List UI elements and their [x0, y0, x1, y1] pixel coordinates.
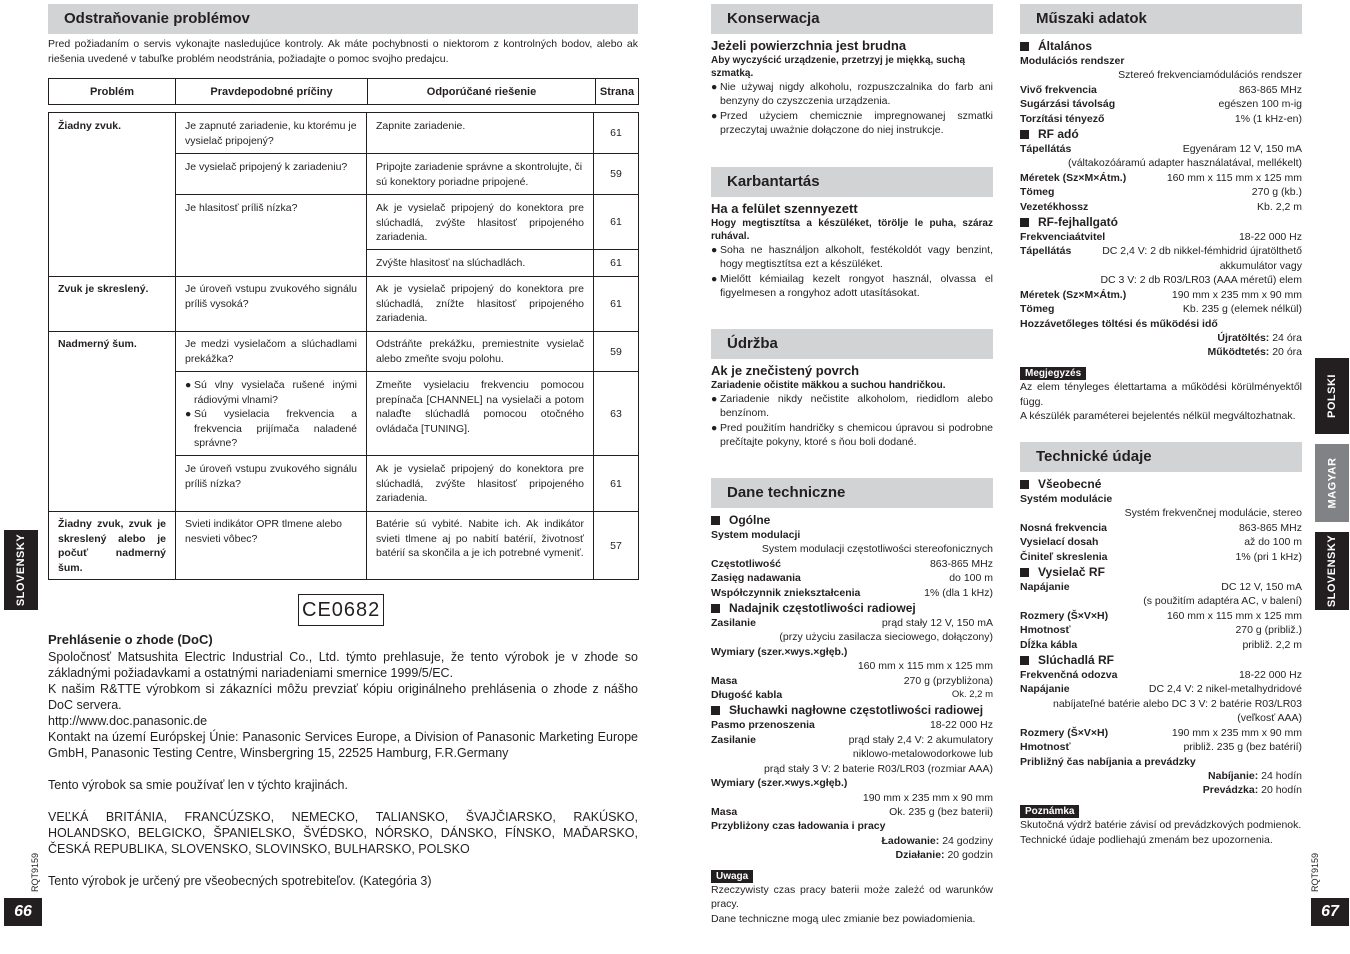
spec-label: Częstotliwość: [711, 557, 782, 570]
karbantartas-title: Karbantartás: [727, 173, 820, 190]
hungarian-specs: [1020, 38, 1302, 423]
note-text: Dane techniczne mogą ulec zmianie bez powiadomienia.: [711, 912, 976, 925]
hungarian-intro: Hogy megtisztítsa a készüléket, törölje le puha, száraz ruhával.: [711, 218, 993, 242]
doc-body: [48, 649, 638, 889]
spec-label: Dĺžka kábla: [1020, 638, 1078, 651]
cause-bullet: ● Sú vlny vysielača rušené inými rádiovými vlnami?: [185, 379, 357, 406]
udrzba-title-bar: [711, 329, 993, 359]
cause-cell: Je úroveň vstupu zvukového signálu príliš vysoká?: [185, 283, 357, 310]
spec-value: DC 2,4 V: 2 nikel-metalhydridové: [1148, 683, 1302, 696]
problem-distorted: Zvuk je skreslený.: [58, 283, 149, 295]
spec-heading: Vysielač RF: [1020, 564, 1302, 580]
spec-label: Približný čas nabíjania a prevádzky: [1020, 755, 1196, 768]
cause-cell: Je hlasitosť príliš nízka?: [185, 202, 298, 214]
page-cell: 61: [610, 257, 622, 269]
spec-label: Napájanie: [1020, 683, 1070, 696]
doc-title: Prehlásenie o zhode (DoC): [48, 632, 213, 647]
doc-countries-intro: Tento výrobok sa smie používať len v týchto krajinách.: [48, 778, 348, 792]
spec-value: Ok. 235 g (bez baterii): [889, 805, 993, 818]
spec-value: Działanie: 20 godzin: [895, 849, 993, 862]
problem-no-sound: Žiadny zvuk.: [58, 120, 122, 132]
spec-value: 160 mm x 115 mm x 125 mm: [1166, 171, 1302, 184]
header-problem: Problém: [49, 79, 176, 104]
spec-label: Zasięg nadawania: [711, 572, 801, 585]
tab-slovensky-left: SLOVENSKY: [4, 530, 38, 610]
row-divider: [49, 276, 638, 277]
spec-value: 18-22 000 Hz: [1238, 669, 1302, 682]
problem-noise: Nadmerný šum.: [58, 338, 137, 350]
solution-cell: Pripojte zariadenie správne a skontrolujte, či sú konektory poriadne pripojené.: [376, 161, 583, 188]
spec-value: akkumulátor vagy: [1219, 259, 1302, 272]
spec-label: Zasilanie: [711, 733, 756, 746]
square-bullet-icon: [1020, 42, 1029, 51]
spec-value: Ładowanie: 24 godziny: [881, 834, 993, 847]
spec-heading: RF adó: [1020, 126, 1302, 142]
table-header: [48, 78, 639, 105]
slovak-bullet: ● Pred použitím handričky s chemicou úpravou si podrobne prečítajte pokyny, ktoré s ňou boli dodané.: [711, 421, 993, 449]
spec-value: 18-22 000 Hz: [1238, 231, 1302, 244]
cause-cell: Svieti indikátor OPR tlmene alebo nesvieti vôbec?: [185, 518, 342, 545]
muszaki-title: Műszaki adatok: [1036, 10, 1147, 27]
karbantartas-title-bar: [711, 167, 993, 197]
spec-label: Činiteľ skreslenia: [1020, 550, 1108, 563]
cause-cell: Je medzi vysielačom a slúchadlami prekážka?: [185, 338, 357, 365]
spec-label: Frekvenčná odozva: [1020, 669, 1118, 682]
spec-value: Egyenáram 12 V, 150 mA: [1182, 143, 1302, 156]
square-bullet-icon: [711, 706, 720, 715]
slovak-bullet: ● Zariadenie nikdy nečistite alkoholom, riedidlom alebo benzínom.: [711, 393, 993, 420]
spec-label: Tömeg: [1020, 186, 1055, 199]
row-divider: [175, 194, 638, 195]
page-cell: 63: [610, 408, 622, 420]
note-badge: Megjegyzés: [1020, 367, 1086, 380]
spec-value: Működtetés: 20 óra: [1207, 346, 1302, 359]
polish-specs: [711, 512, 993, 926]
solution-cell: Ak je vysielač pripojený do konektora pre slúchadlá, zvýšte hlasitosť pripojeného zariadenia.: [376, 202, 584, 244]
spec-heading: Nadajnik częstotliwości radiowej: [711, 600, 993, 616]
row-divider: [366, 249, 638, 250]
spec-label: Vivő frekvencia: [1020, 83, 1097, 96]
spec-label: Rozmery (Š×V×H): [1020, 609, 1109, 622]
problem-combined: Žiadny zvuk, zvuk je skreslený alebo je počuť nadmerný šum.: [58, 518, 166, 574]
spec-value: 863-865 MHz: [1238, 83, 1302, 96]
tab-magyar[interactable]: MAGYAR: [1315, 444, 1349, 522]
polish-intro: Aby wyczyścić urządzenie, przetrzyj je miękką, suchą szmatką.: [711, 55, 966, 79]
cause-cell: Je vysielač pripojený k zariadeniu?: [185, 161, 348, 173]
square-bullet-icon: [1020, 480, 1029, 489]
note-badge: Uwaga: [711, 870, 753, 883]
page-cell: 57: [610, 540, 622, 552]
spec-heading: Všeobecné: [1020, 476, 1302, 492]
spec-label: Współczynnik zniekształcenia: [711, 586, 861, 599]
spec-value: (váltakozóáramú adapter használatával, mellékelt): [1067, 157, 1302, 170]
spec-label: System modulacji: [711, 529, 801, 541]
spec-value: (veľkosť AAA): [1237, 712, 1302, 725]
spec-value: prąd stały 3 V: 2 baterie R03/LR03 (rozmiar AAA): [764, 762, 993, 775]
spec-value: 863-865 MHz: [929, 557, 993, 570]
square-bullet-icon: [1020, 218, 1029, 227]
square-bullet-icon: [711, 516, 720, 525]
dane-title-bar: [711, 478, 993, 508]
spec-value: 160 mm x 115 mm x 125 mm: [1166, 609, 1302, 622]
spec-value: do 100 m: [949, 572, 993, 585]
muszaki-title-bar: [1020, 4, 1302, 34]
konserwacja-title-bar: [711, 4, 993, 34]
spec-value: Systém frekvenčnej modulácie, stereo: [1124, 507, 1302, 520]
spec-label: Rozmery (Š×V×H): [1020, 726, 1109, 739]
spec-value: Ok. 2,2 m: [951, 689, 993, 701]
spec-label: Vezetékhossz: [1020, 200, 1089, 213]
hungarian-bullet: ● Mielőtt kémiailag kezelt rongyot használ, olvassa el figyelmesen a rongyhoz adott utasításokat.: [711, 272, 993, 300]
spec-value: (s použitím adaptéra AC, v balení): [1143, 595, 1302, 608]
spec-value: DC 12 V, 150 mA: [1221, 581, 1302, 594]
spec-label: Napájanie: [1020, 581, 1070, 594]
doc-line: K našim R&TTE výrobkom si zákazníci môžu prevziať kópiu originálneho prehlásenia o zhode z nášho DoC servera.: [48, 682, 638, 712]
spec-value: DC 2,4 V: 2 db nikkel-fémhidrid újratölthető: [1102, 245, 1302, 258]
spec-value: Sztereó frekvenciamódulációs rendszer: [1118, 69, 1302, 82]
doc-line: Spoločnosť Matsushita Electric Industrial Co., Ltd. týmto prehlasuje, že tento výrobok je v zhode so základnými požiadavkami a ostatnými nariadeniami smernice 1999/5/EC.: [48, 650, 638, 680]
troubleshooting-intro: Pred požiadaním o servis vykonajte nasledujúce kontroly. Ak máte pochybnosti o niektorom z kontrolných bodov, alebo ak riešenia uvedené v tabuľke problém neodstránia, požiadajte o pomoc svojho predajcu.: [48, 38, 638, 65]
page-cell: 61: [610, 298, 622, 310]
slovak-subheading: Ak je znečistený povrch: [711, 363, 860, 378]
spec-label: Tápellátás: [1020, 143, 1072, 156]
dane-title: Dane techniczne: [727, 484, 846, 501]
polish-bullet: ● Nie używaj nigdy alkoholu, rozpuszczalnika do farb ani benzyny do czyszczenia urządzenia.: [711, 81, 993, 108]
slovak-intro: Zariadenie očistite mäkkou a suchou handričkou.: [711, 380, 946, 391]
spec-label: Tápellátás: [1020, 245, 1072, 258]
spec-label: Sugárzási távolság: [1020, 98, 1116, 111]
tab-slovensky[interactable]: SLOVENSKY: [1315, 532, 1349, 610]
hungarian-subheading: Ha a felület szennyezett: [711, 201, 858, 216]
slovak-specs: [1020, 476, 1302, 847]
cause-cell: Je zapnuté zariadenie, ku ktorému je vysielač pripojený?: [185, 120, 357, 147]
spec-value: 270 g (kb.): [1251, 186, 1302, 199]
page-number-right: 67: [1311, 898, 1349, 926]
spec-value: 190 mm x 235 mm x 90 mm: [862, 791, 993, 804]
page-cell: 59: [610, 346, 622, 358]
solution-cell: Ak je vysielač pripojený do konektora pre slúchadlá, znížte hlasitosť pripojeného zariadenia.: [376, 283, 584, 325]
spec-label: Hmotnosť: [1020, 624, 1071, 637]
spec-label: Masa: [711, 674, 738, 687]
spec-value: 18-22 000 Hz: [929, 719, 993, 732]
note-text: Az elem tényleges élettartama a működési körülményektől függ.: [1020, 381, 1302, 408]
page-cell: 61: [610, 216, 622, 228]
tab-polski[interactable]: POLSKI: [1315, 358, 1349, 434]
doc-countries: VEĽKÁ BRITÁNIA, FRANCÚZSKO, NEMECKO, TALIANSKO, ŠVAJČIARSKO, RAKÚSKO, HOLANDSKO, BELGICKO, ŠPANIELSKO, ŠVÉDSKO, NÓRSKO, DÁNSKO, FÍNSKO, MAĎARSKO, ČESKÁ REPUBLIKA, SLOVENSKO, SLOVINSKO, BULHARSKO, POLSKO: [48, 810, 638, 856]
spec-value: 270 g (približ.): [1235, 624, 1302, 637]
spec-value: 1% (dla 1 kHz): [924, 586, 993, 599]
spec-value: 190 mm x 235 mm x 90 mm: [1171, 726, 1302, 739]
troubleshooting-title: Odstraňovanie problémov: [64, 10, 250, 27]
spec-heading: RF-fejhallgató: [1020, 214, 1302, 230]
technicke-title-bar: [1020, 442, 1302, 472]
spec-heading: Slúchadlá RF: [1020, 652, 1302, 668]
spec-heading: Általános: [1020, 38, 1302, 54]
spec-value: 270 g (przybliżona): [903, 674, 993, 687]
spec-label: Przybliżony czas ładowania i pracy: [711, 820, 886, 833]
spec-value: až do 100 m: [1244, 536, 1302, 549]
square-bullet-icon: [1020, 130, 1029, 139]
spec-value: nabíjateľné batérie alebo DC 3 V: 2 batérie R03/LR03: [1052, 697, 1302, 710]
note-text: Technické údaje podliehajú zmenám bez upozornenia.: [1020, 833, 1273, 846]
troubleshooting-title-bar: [48, 4, 638, 34]
spec-label: Tömeg: [1020, 303, 1055, 316]
spec-value: Nabíjanie: 24 hodín: [1208, 769, 1302, 782]
row-divider: [175, 455, 638, 456]
page-cell: 61: [610, 478, 622, 490]
spec-value: približ. 235 g (bez batérií): [1183, 741, 1302, 754]
polish-subheading: Jeżeli powierzchnia jest brudna: [711, 38, 907, 53]
spec-value: Újratöltés: 24 óra: [1217, 331, 1302, 344]
spec-value: DC 3 V: 2 db R03/LR03 (AAA méretű) elem: [1100, 274, 1302, 287]
row-divider: [49, 511, 638, 512]
slovak-maintenance: [711, 363, 993, 450]
solution-cell: Ak je vysielač pripojený do konektora pre slúchadlá, zvýšte hlasitosť pripojeného zariadenia.: [376, 463, 584, 505]
spec-label: Méretek (Sz×M×Átm.): [1020, 288, 1127, 301]
doc-category: Tento výrobok je určený pre všeobecných spotrebiteľov. (Kategória 3): [48, 874, 432, 888]
page-code-right: RQT9159: [1310, 852, 1320, 892]
solution-cell: Batérie sú vybité. Nabite ich. Ak indikátor svieti tlmene aj po nabití batérií, životnosť batérií sa skončila a je ich potrebné vymeniť.: [376, 518, 584, 560]
spec-value: približ. 2,2 m: [1242, 638, 1302, 651]
spec-label: Wymiary (szer.×wys.×głęb.): [711, 777, 848, 790]
spec-label: Torzítási tényező: [1020, 112, 1105, 125]
spec-label: Zasilanie: [711, 617, 756, 630]
spec-value: egészen 100 m-ig: [1218, 98, 1302, 111]
polish-maintenance: [711, 38, 993, 138]
page-number-left: 66: [4, 898, 42, 926]
spec-value: prąd stały 2,4 V: 2 akumulatory: [848, 733, 993, 746]
konserwacja-title: Konserwacja: [727, 10, 820, 27]
polish-bullet: ● Przed użyciem chemicznie impregnowanej szmatki przeczytaj uważnie dołączone do niej instrukcje.: [711, 109, 993, 137]
spec-value: Kb. 2,2 m: [1257, 200, 1302, 213]
spec-label: Hmotnosť: [1020, 741, 1071, 754]
spec-value: 1% (pri 1 kHz): [1235, 550, 1302, 563]
header-page: Strana: [599, 85, 635, 98]
spec-value: 1% (1 kHz-en): [1234, 112, 1302, 125]
spec-label: Masa: [711, 805, 738, 818]
spec-label: Vysielací dosah: [1020, 536, 1099, 549]
row-divider: [175, 371, 638, 372]
header-causes: Pravdepodobné príčiny: [176, 79, 368, 104]
note-text: Rzeczywisty czas pracy baterii może zależć od warunków pracy.: [711, 883, 993, 911]
square-bullet-icon: [1020, 568, 1029, 577]
spec-value: (przy użyciu zasilacza sieciowego, dołączony): [779, 631, 993, 644]
spec-label: Méretek (Sz×M×Átm.): [1020, 171, 1127, 184]
doc-line: Kontakt na území Európskej Únie: Panasonic Services Europe, a Division of Panasonic Marketing Europe GmbH, Panasonic Testing Centre, Winsbergring 15, 22525 Hamburg, F.R.Germany: [48, 730, 638, 760]
solution-cell: Odstráňte prekážku, premiestnite vysielač alebo zmeňte svoju polohu.: [376, 338, 584, 365]
row-divider: [175, 153, 638, 154]
cause-cell: Je úroveň vstupu zvukového signálu príliš nízka?: [185, 463, 357, 490]
spec-label: Systém modulácie: [1020, 493, 1113, 505]
solution-cell: Zapnite zariadenie.: [376, 120, 466, 132]
spec-value: prąd stały 12 V, 150 mA: [881, 617, 993, 630]
note-badge: Poznámka: [1020, 805, 1079, 818]
spec-label: Hozzávetőleges töltési és működési idő: [1020, 317, 1218, 330]
spec-label: Frekvenciaátvitel: [1020, 231, 1106, 244]
spec-heading: Słuchawki nagłowne częstotliwości radiowej: [711, 702, 993, 718]
cause-cell-bullets: [176, 378, 366, 451]
technicke-title: Technické údaje: [1036, 448, 1152, 465]
spec-label: Nosná frekvencia: [1020, 521, 1107, 534]
spec-value: System modulacji częstotliwości stereofonicznych: [761, 543, 993, 556]
doc-url[interactable]: http://www.doc.panasonic.de: [48, 714, 208, 728]
hungarian-bullet: ● Soha ne használjon alkoholt, festékoldót vagy benzint, hogy megtisztítsa ezt a készüléket.: [711, 244, 993, 271]
square-bullet-icon: [711, 604, 720, 613]
udrzba-title: Údržba: [727, 335, 778, 352]
troubleshooting-table: [48, 112, 639, 580]
spec-value: 190 mm x 235 mm x 90 mm: [1171, 288, 1302, 301]
spec-value: niklowo-metalowodorkowe lub: [852, 748, 993, 761]
spec-value: Prevádzka: 20 hodín: [1202, 784, 1302, 797]
solution-cell: Zmeňte vysielaciu frekvenciu pomocou prepínača [CHANNEL] na vysielači a potom nalaďte slúchadlá pomocou otočného ovládača [TUNING].: [376, 379, 584, 435]
spec-value: 160 mm x 115 mm x 125 mm: [857, 660, 993, 673]
page-code-left: RQT9159: [30, 852, 40, 892]
cause-bullet: ● Sú vysielacia frekvencia a frekvencia prijímača naladené správne?: [185, 408, 357, 450]
spec-value: 863-865 MHz: [1238, 521, 1302, 534]
spec-label: Wymiary (szer.×wys.×głęb.): [711, 645, 848, 658]
page-cell: 59: [610, 168, 622, 180]
solution-cell: Zvýšte hlasitosť na slúchadlách.: [376, 257, 526, 269]
square-bullet-icon: [1020, 656, 1029, 665]
spec-label: Długość kabla: [711, 689, 783, 702]
note-text: Skutočná výdrž batérie závisí od prevádzkových podmienok.: [1020, 819, 1302, 832]
ce-mark: CE0682: [298, 594, 384, 626]
spec-value: Kb. 235 g (elemek nélkül): [1182, 303, 1302, 316]
header-solution: Odporúčané riešenie: [368, 79, 596, 104]
hungarian-maintenance: [711, 201, 993, 301]
row-divider: [49, 331, 638, 332]
note-text: A készülék paraméterei bejelentés nélkül megváltozhatnak.: [1020, 409, 1296, 422]
spec-heading: Ogólne: [711, 512, 993, 528]
spec-label: Pasmo przenoszenia: [711, 719, 815, 732]
page-cell: 61: [610, 127, 622, 139]
spec-label: Modulációs rendszer: [1020, 55, 1125, 67]
